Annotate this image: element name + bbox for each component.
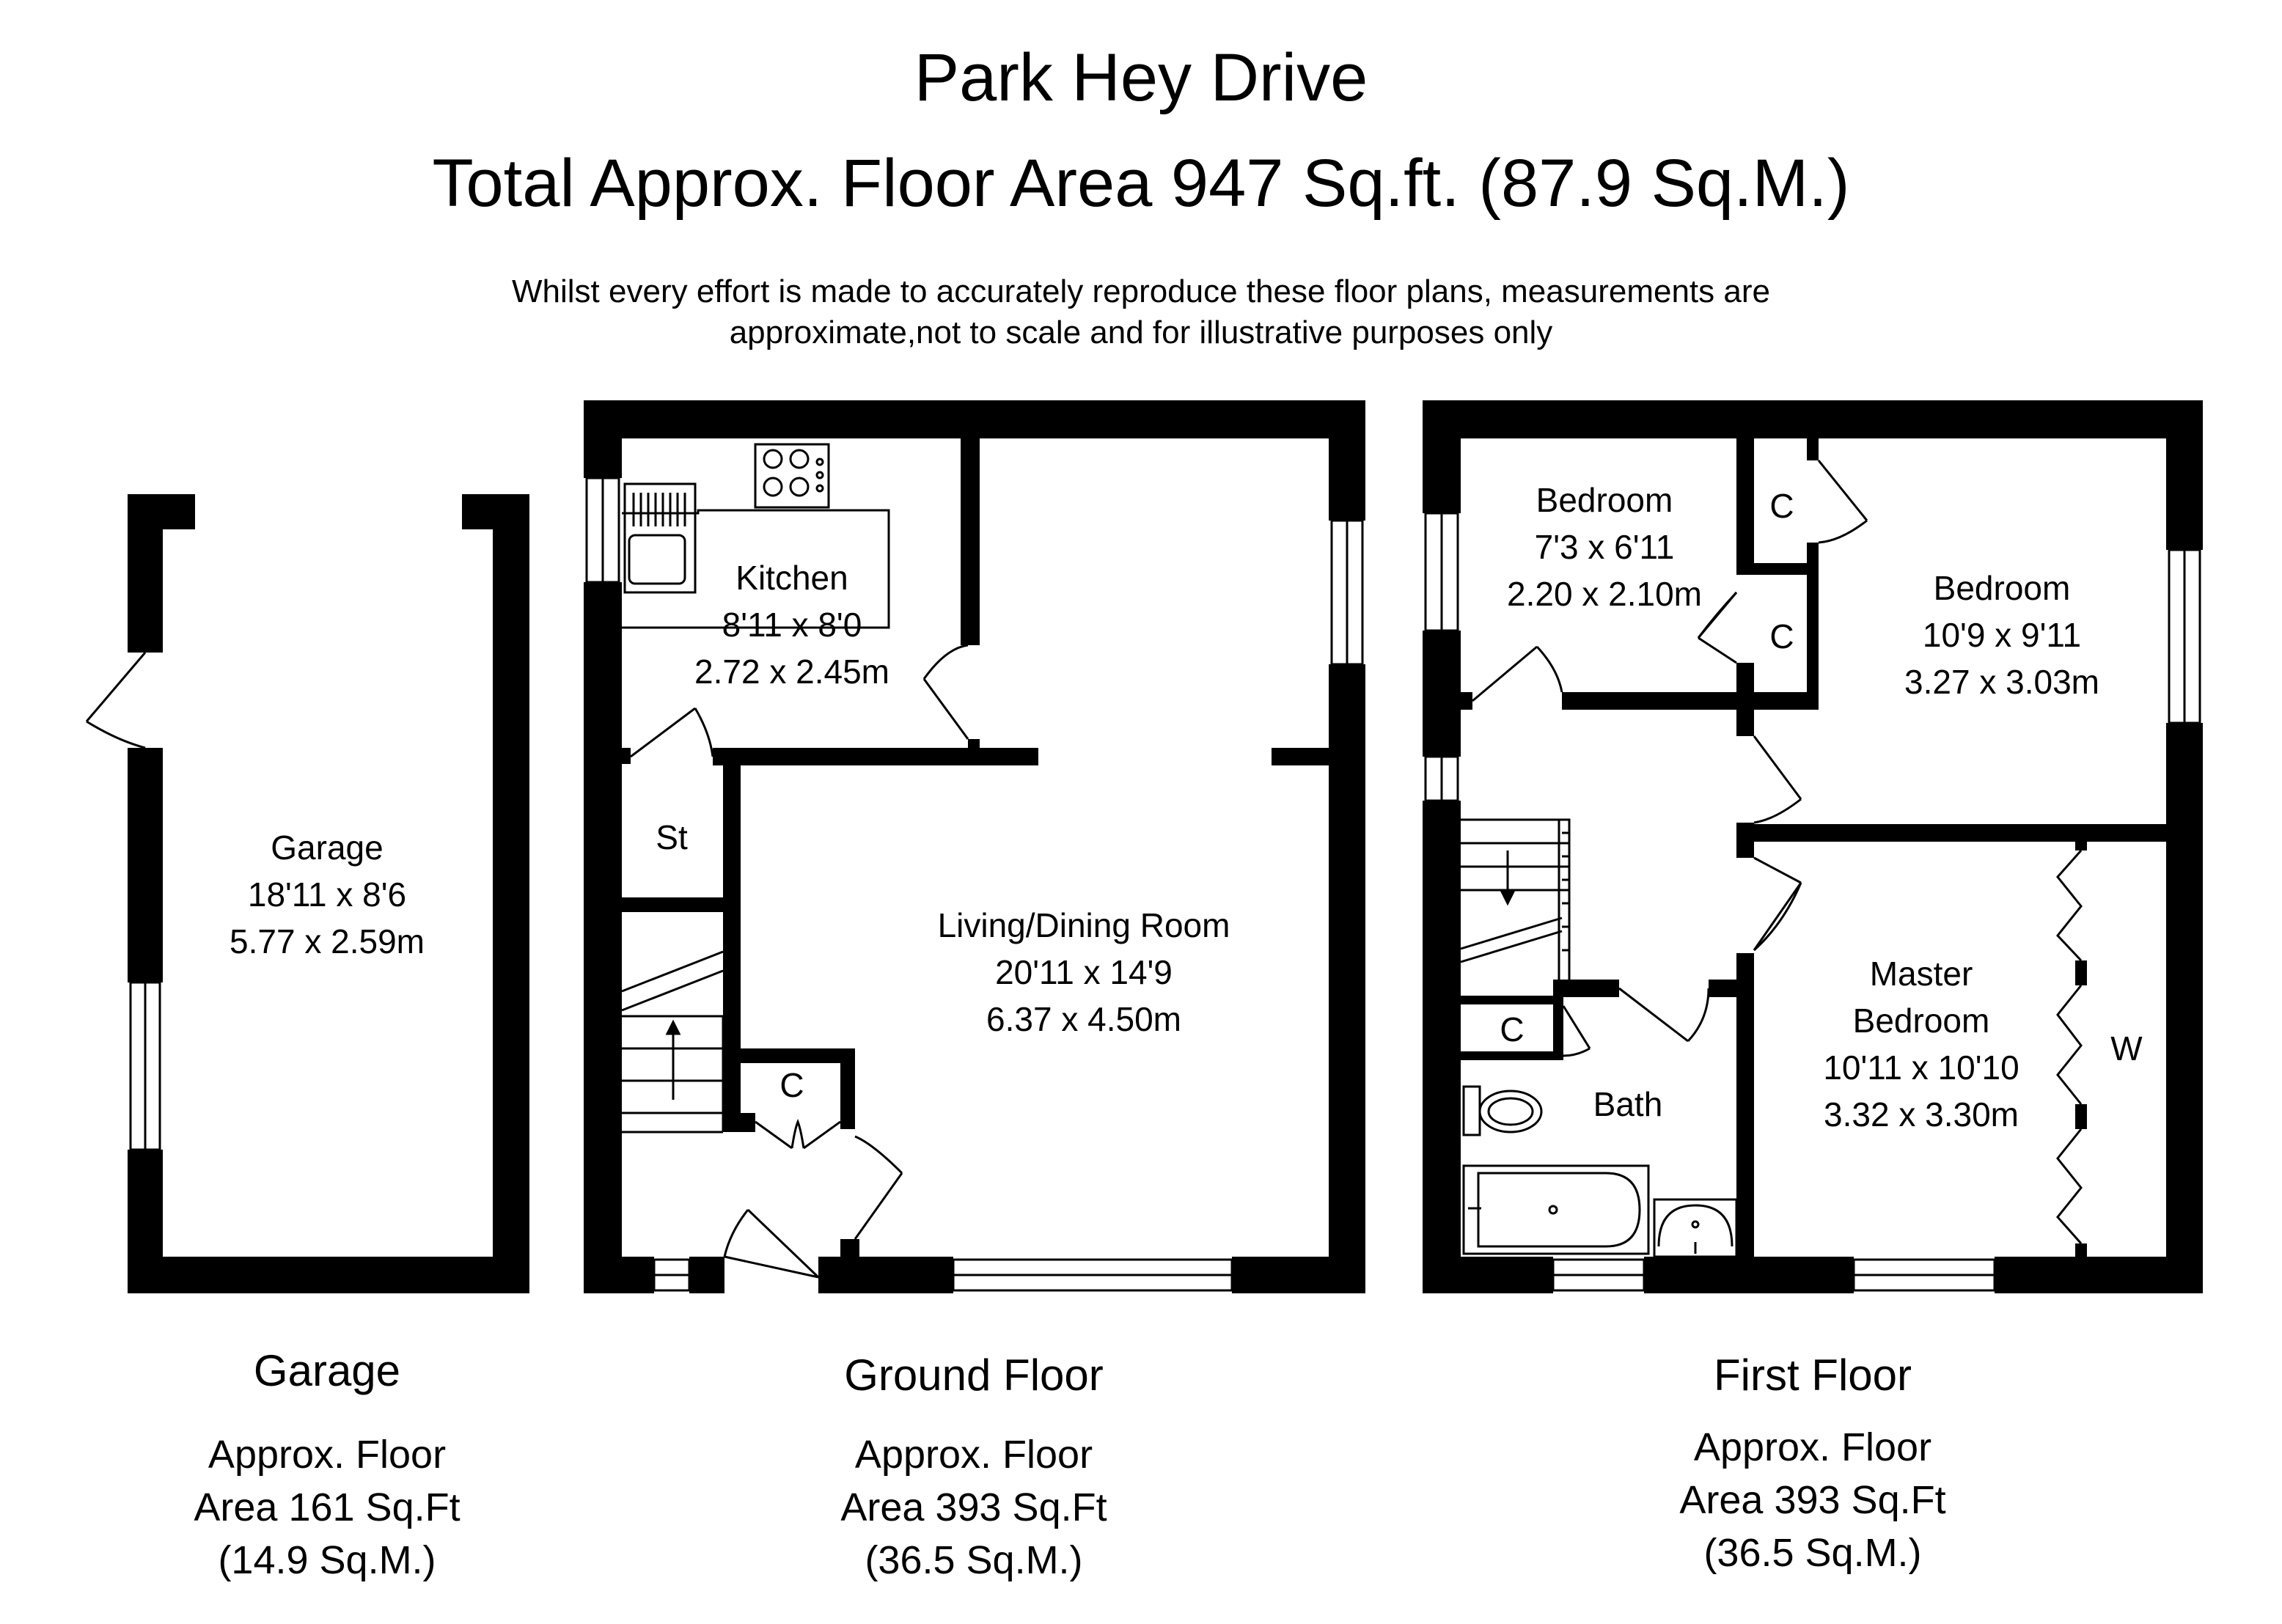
- floor-area-line-2: Area 161 Sq.Ft: [194, 1485, 461, 1529]
- ground-cupboard-label: C: [779, 1066, 804, 1104]
- ground-floor-stairs: [622, 952, 723, 1132]
- room-dimensions-metric: 2.72 x 2.45m: [694, 653, 889, 691]
- garage-room-label: [188, 824, 466, 965]
- room-dimensions-imperial: 10'11 x 10'10: [1823, 1048, 2019, 1087]
- room-name-line-2: Bedroom: [1852, 1002, 1990, 1040]
- first-cupboard-3-label: C: [1500, 1010, 1525, 1048]
- room-name: Bedroom: [1933, 569, 2071, 607]
- floor-area-line-2: Area 393 Sq.Ft: [1679, 1478, 1946, 1522]
- plan-title: Park Hey Drive: [914, 40, 1368, 115]
- room-name: Garage: [271, 828, 384, 867]
- floor-name: Garage: [253, 1346, 401, 1395]
- floor-area-line-1: Approx. Floor: [208, 1433, 447, 1477]
- room-name: Kitchen: [735, 559, 848, 597]
- bedroom-small-label: [1472, 477, 1736, 617]
- room-dimensions-imperial: 20'11 x 14'9: [995, 953, 1173, 991]
- garage-window: [131, 982, 160, 1150]
- first-floor-caption: [1593, 1349, 2033, 1579]
- garage-caption: [107, 1345, 547, 1587]
- floor-area-line-3: (14.9 Sq.M.): [218, 1538, 436, 1582]
- bedroom-label: [1877, 565, 2127, 705]
- first-cupboard-2-label: C: [1769, 617, 1794, 655]
- floor-area-line-2: Area 393 Sq.Ft: [840, 1485, 1107, 1529]
- wardrobe-label: W: [2110, 1029, 2143, 1068]
- room-name: Living/Dining Room: [937, 906, 1230, 944]
- floor-area-line-1: Approx. Floor: [854, 1433, 1093, 1477]
- room-dimensions-imperial: 8'11 x 8'0: [722, 606, 862, 644]
- room-dimensions-metric: 6.37 x 4.50m: [986, 1000, 1181, 1038]
- floor-name: First Floor: [1714, 1351, 1912, 1400]
- room-dimensions-imperial: 18'11 x 8'6: [247, 875, 407, 914]
- garage-side-door: [87, 653, 145, 748]
- master-bedroom-label: [1789, 950, 2053, 1138]
- room-dimensions-metric: 3.32 x 3.30m: [1824, 1095, 2019, 1134]
- first-floor-stairs: [1461, 820, 1569, 980]
- floor-area-line-1: Approx. Floor: [1693, 1425, 1932, 1469]
- room-dimensions-imperial: 10'9 x 9'11: [1922, 616, 2082, 654]
- first-cupboard-1-label: C: [1769, 487, 1794, 525]
- room-dimensions-metric: 3.27 x 3.03m: [1904, 663, 2099, 701]
- disclaimer-line-2: approximate,not to scale and for illustrative purposes only: [729, 315, 1553, 350]
- floor-name: Ground Floor: [844, 1351, 1104, 1400]
- room-dimensions-imperial: 7'3 x 6'11: [1534, 528, 1675, 566]
- room-dimensions-metric: 2.20 x 2.10m: [1507, 575, 1702, 613]
- room-name-line-1: Master: [1869, 955, 1973, 993]
- room-dimensions-metric: 5.77 x 2.59m: [230, 922, 425, 960]
- kitchen-room-label: [660, 554, 924, 695]
- disclaimer-line-1: Whilst every effort is made to accurately reproduce these floor plans, measurements are: [512, 273, 1770, 309]
- store-room-label: St: [656, 818, 688, 856]
- floor-area-line-3: (36.5 Sq.M.): [1703, 1531, 1922, 1575]
- total-floor-area: Total Approx. Floor Area 947 Sq.ft. (87.9 Sq.M.): [432, 146, 1850, 221]
- room-name: Bedroom: [1536, 481, 1673, 519]
- ground-floor-caption: [754, 1349, 1194, 1587]
- bath-room-label: Bath: [1593, 1085, 1663, 1123]
- living-dining-room-label: [878, 902, 1289, 1043]
- floor-area-line-3: (36.5 Sq.M.): [865, 1538, 1083, 1582]
